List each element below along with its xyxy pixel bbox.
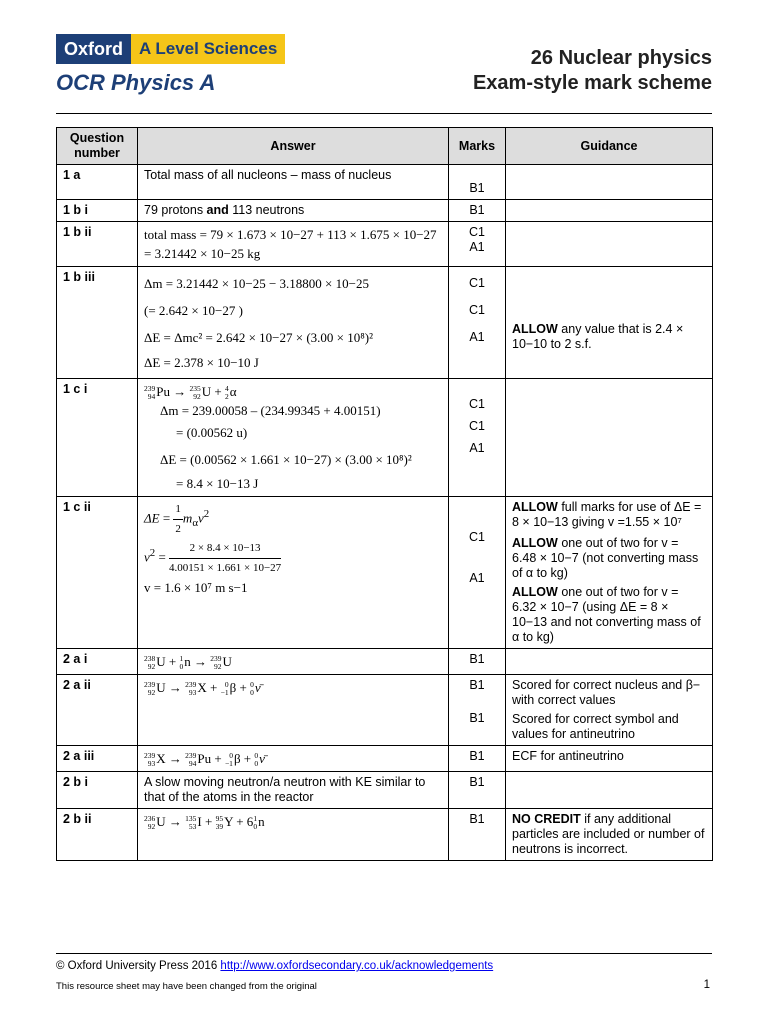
- marks-cell: C1 A1: [449, 222, 506, 267]
- question-number: 2 a ii: [57, 675, 138, 746]
- header-answer: Answer: [138, 128, 449, 165]
- kinetic-energy-equation: ΔE = $\frac{1}{2}$ $m_\alpha v^2$: [144, 500, 442, 539]
- equation-line: total mass = 79 × 1.673 × 10−27 + 113 × 1.675 × 10−27: [144, 227, 437, 242]
- question-number: 2 b i: [57, 772, 138, 809]
- marks-cell: B1: [449, 809, 506, 861]
- guidance-cell: [506, 200, 713, 222]
- guidance-cell: ALLOW any value that is 2.4 × 10−10 to 2 s.f.: [506, 267, 713, 379]
- table-row: [57, 746, 713, 772]
- equation-line: = (0.00562 u): [176, 425, 248, 441]
- answer-cell: 79 protons and 113 neutrons: [138, 200, 449, 222]
- brand-oxford: Oxford: [56, 34, 131, 64]
- guidance-cell: [506, 379, 713, 497]
- header-rule: [56, 113, 712, 114]
- chapter-title: 26 Nuclear physics: [530, 47, 712, 69]
- brand-logo: [56, 34, 285, 64]
- marks-cell: C1 C1 A1: [449, 379, 506, 497]
- marks-cell: B1: [449, 649, 506, 675]
- header-guidance: Guidance: [506, 128, 713, 165]
- beta-decay-equation: 239 93 X → 239 94 Pu + 0 −1 β + 0 0 ν̄: [144, 751, 265, 769]
- answer-cell: [138, 497, 449, 649]
- copyright: © Oxford University Press 2016 http://www.oxfordsecondary.co.uk/acknowledgements: [56, 960, 494, 972]
- table-header-row: [57, 128, 713, 165]
- guidance-cell: [506, 772, 713, 809]
- header-marks: Marks: [449, 128, 506, 165]
- equation-line: Δm = 239.00058 – (234.99345 + 4.00151): [160, 403, 381, 419]
- guidance-cell: [506, 165, 713, 200]
- question-number: 2 b ii: [57, 809, 138, 861]
- doc-type: Exam-style mark scheme: [472, 72, 712, 94]
- question-number: 1 b ii: [57, 222, 138, 267]
- guidance-cell: ALLOW full marks for use of ΔE = 8 × 10−13 giving v =1.55 × 10⁷ ALLOW one out of two for v = 6.48 × 10−7 (not converting mass of α to kg) ALLOW one out of two for v = 6.32 × 10−7 (using ΔE = 8 × 10−13 and not converting mass of α to kg): [506, 497, 713, 649]
- equation-line: ΔE = (0.00562 × 1.661 × 10−27) × (3.00 × 10⁸)²: [160, 452, 412, 468]
- header-question: Question number: [57, 128, 138, 165]
- table-row: [57, 200, 713, 222]
- guidance-cell: ECF for antineutrino: [506, 746, 713, 772]
- guidance-cell: [506, 649, 713, 675]
- marks-cell: B1: [449, 746, 506, 772]
- question-number: 1 c ii: [57, 497, 138, 649]
- equation-line: v = 1.6 × 10⁷ m s−1: [144, 580, 248, 596]
- change-note: This resource sheet may have been changed from the original: [56, 981, 317, 992]
- page-titles: [473, 46, 712, 96]
- table-row: [57, 222, 713, 267]
- equation-line: ΔE = Δmc² = 2.642 × 10−27 × (3.00 × 10⁸)²: [144, 330, 374, 345]
- decay-equation: 239 94 Pu → 235 92 U + 4 2 α: [144, 384, 237, 402]
- table-row: [57, 809, 713, 861]
- table-row: [57, 772, 713, 809]
- fission-equation: 236 92 U → 135 53 I + 95 39 Y + 6 1 0 n: [144, 814, 265, 832]
- marks-cell: B1: [449, 200, 506, 222]
- marks-cell: B1: [449, 165, 506, 200]
- answer-cell: [138, 222, 449, 267]
- table-row: [57, 165, 713, 200]
- brand-a-level: A Level Sciences: [131, 34, 285, 64]
- question-number: 2 a iii: [57, 746, 138, 772]
- question-number: 1 b iii: [57, 267, 138, 379]
- guidance-cell: Scored for correct nucleus and β− with correct values Scored for correct symbol and values for antineutrino: [506, 675, 713, 746]
- answer-cell: [138, 649, 449, 675]
- marks-cell: B1 B1: [449, 675, 506, 746]
- answer-cell: [138, 809, 449, 861]
- marks-cell: C1 C1 A1: [449, 267, 506, 379]
- answer-cell: A slow moving neutron/a neutron with KE similar to that of the atoms in the reactor: [138, 772, 449, 809]
- answer-cell: [138, 746, 449, 772]
- equation-line: = 8.4 × 10−13 J: [176, 476, 259, 492]
- table-row: [57, 379, 713, 497]
- question-number: 1 a: [57, 165, 138, 200]
- equation-line: = 3.21442 × 10−25 kg: [144, 246, 261, 261]
- table-row: [57, 675, 713, 746]
- acknowledgements-link[interactable]: http://www.oxfordsecondary.co.uk/acknowledgements: [220, 960, 494, 972]
- equation-line: Δm = 3.21442 × 10−25 − 3.18800 × 10−25: [144, 276, 369, 291]
- page-number: 1: [703, 979, 710, 991]
- question-number: 1 b i: [57, 200, 138, 222]
- guidance-cell: [506, 222, 713, 267]
- marks-cell: C1 A1: [449, 497, 506, 649]
- answer-cell: Total mass of all nucleons – mass of nucleus: [138, 165, 449, 200]
- answer-cell: [138, 379, 449, 497]
- question-number: 2 a i: [57, 649, 138, 675]
- course-title: OCR Physics A: [56, 70, 216, 95]
- capture-equation: 238 92 U + 1 0 n → 239 92 U: [144, 654, 232, 672]
- table-row: [57, 267, 713, 379]
- footer-rule: [56, 953, 712, 954]
- equation-line: (= 2.642 × 10−27 ): [144, 303, 243, 318]
- velocity-equation: $v^2$ = $\frac{2 \times 8.4 \times 10-13}{4.00151 \times 1.661 \times 10-27}$: [144, 539, 442, 578]
- mark-scheme-table: [56, 127, 713, 861]
- answer-cell: [138, 267, 449, 379]
- beta-decay-equation: 239 92 U → 239 93 X + 0 −1 β + 0 0 ν̄: [144, 680, 261, 698]
- question-number: 1 c i: [57, 379, 138, 497]
- answer-cell: [138, 675, 449, 746]
- guidance-cell: NO CREDIT if any additional particles are included or number of neutrons is incorrect.: [506, 809, 713, 861]
- equation-line: ΔE = 2.378 × 10−10 J: [144, 355, 259, 370]
- marks-cell: B1: [449, 772, 506, 809]
- table-row: [57, 497, 713, 649]
- table-row: [57, 649, 713, 675]
